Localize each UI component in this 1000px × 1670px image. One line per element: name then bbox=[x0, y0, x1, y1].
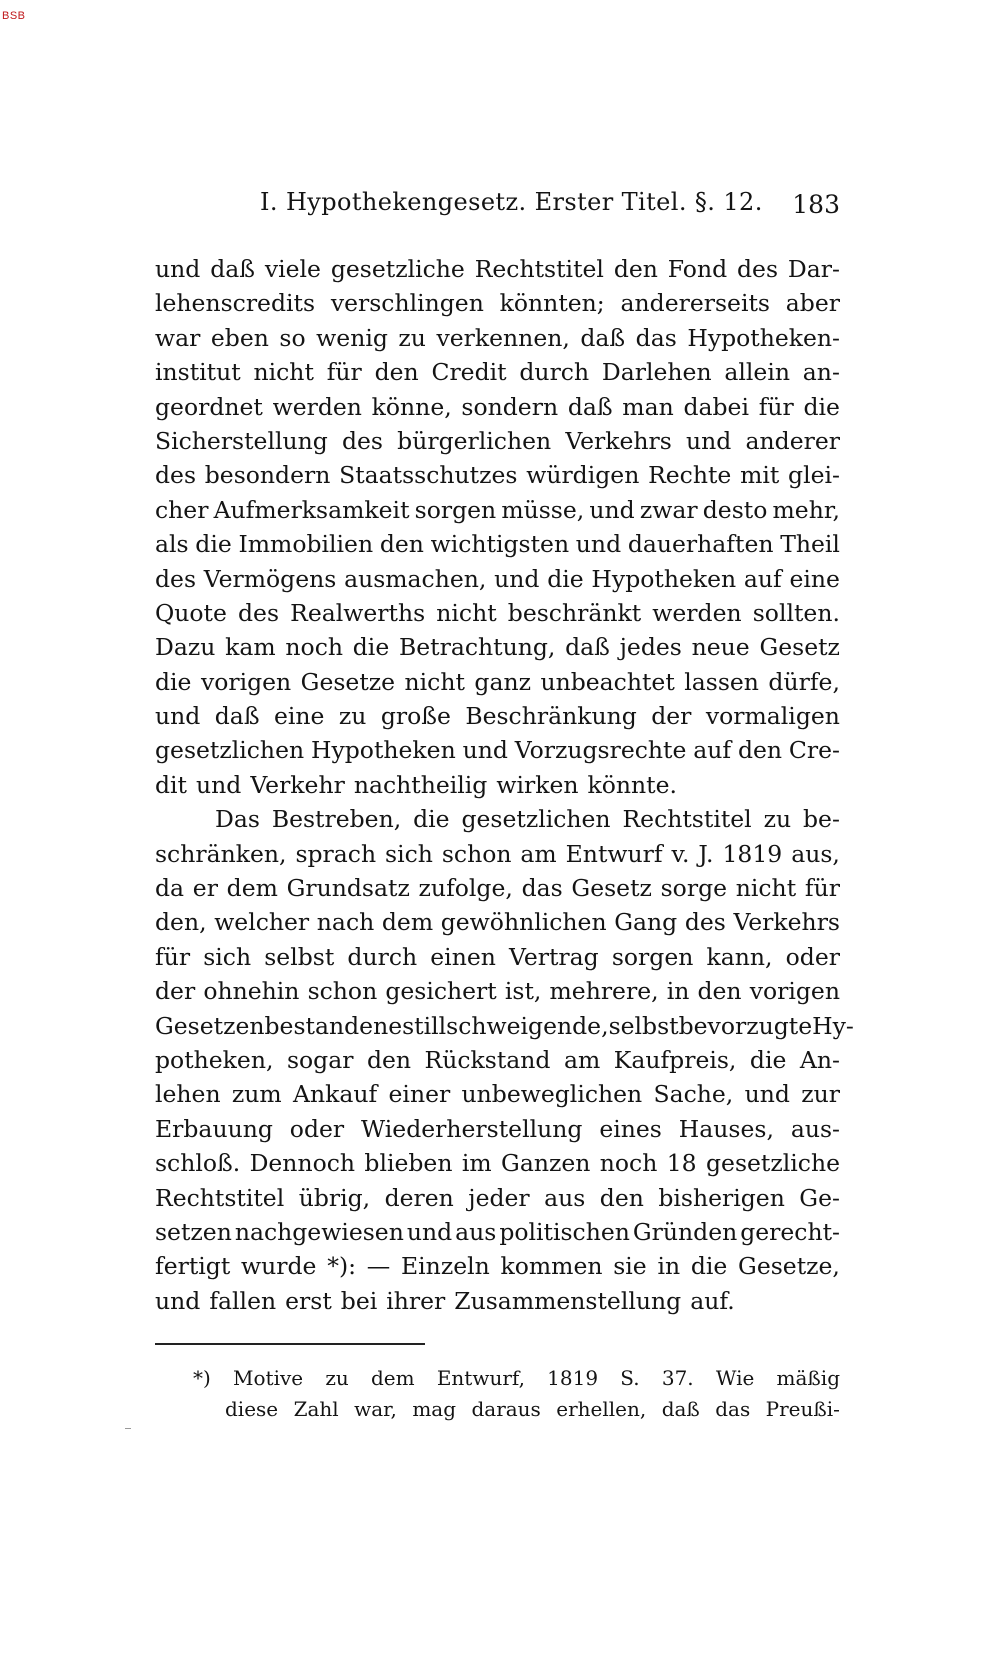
body-text-line: gesetzlichen Hypotheken und Vorzugsrechte auf den Cre- bbox=[155, 736, 840, 765]
body-text-line: für sich selbst durch einen Vertrag sorgen kann, oder bbox=[155, 942, 840, 971]
body-text-line: potheken, sogar den Rückstand am Kaufpreis, die An- bbox=[155, 1045, 840, 1074]
footnote-line: diese Zahl war, mag daraus erhellen, daß das Preußi- bbox=[225, 1397, 840, 1421]
body-text-line: fertigt wurde *): — Einzeln kommen sie in die Gesetze, bbox=[155, 1252, 840, 1281]
body-text-line: schloß. Dennoch blieben im Ganzen noch 18 gesetzliche bbox=[155, 1149, 840, 1178]
body-text-line: Das Bestreben, die gesetzlichen Rechtstitel zu be- bbox=[215, 805, 840, 834]
body-text-line: als die Immobilien den wichtigsten und dauerhaften Theil bbox=[155, 530, 840, 559]
body-text-line: setzen nachgewiesen und aus politischen Gründen gerecht- bbox=[155, 1217, 840, 1246]
footnote-rule bbox=[155, 1343, 425, 1345]
body-text-line: cher Aufmerksamkeit sorgen müsse, und zwar desto mehr, bbox=[155, 495, 840, 524]
body-text-line: lehen zum Ankauf einer unbeweglichen Sache, und zur bbox=[155, 1080, 840, 1109]
body-text-line: Erbauung oder Wiederherstellung eines Hauses, aus- bbox=[155, 1114, 840, 1143]
body-text-line: des besondern Staatsschutzes würdigen Rechte mit glei- bbox=[155, 461, 840, 490]
body-text-line: da er dem Grundsatz zufolge, das Gesetz sorge nicht für bbox=[155, 874, 840, 903]
body-text-line: den, welcher nach dem gewöhnlichen Gang des Verkehrs bbox=[155, 908, 840, 937]
body-text-line: die vorigen Gesetze nicht ganz unbeachtet lassen dürfe, bbox=[155, 667, 840, 696]
scan-mark bbox=[125, 1428, 131, 1429]
body-text-line: lehenscredits verschlingen könnten; andererseits aber bbox=[155, 289, 840, 318]
footnote bbox=[155, 1363, 840, 1425]
body-text-line: und fallen erst bei ihrer Zusammenstellung auf. bbox=[155, 1286, 735, 1315]
body-text-line: und daß viele gesetzliche Rechtstitel den Fond des Dar- bbox=[155, 255, 840, 283]
body-text-line: Rechtstitel übrig, deren jeder aus den bisherigen Ge- bbox=[155, 1183, 840, 1212]
body-text-line: der ohnehin schon gesichert ist, mehrere, in den vorigen bbox=[155, 977, 840, 1006]
body-text-line: geordnet werden könne, sondern daß man dabei für die bbox=[155, 392, 840, 421]
running-head-title: I. Hypothekengesetz. Erster Titel. §. 12. bbox=[260, 188, 763, 216]
body-text-line: Sicherstellung des bürgerlichen Verkehrs und anderer bbox=[155, 426, 840, 455]
library-watermark: BSB bbox=[2, 10, 26, 22]
body-text-line: und daß eine zu große Beschränkung der vormaligen bbox=[155, 702, 840, 731]
body-text-line: war eben so wenig zu verkennen, daß das Hypotheken- bbox=[155, 323, 840, 352]
body-text bbox=[155, 252, 854, 1318]
page-number: 183 bbox=[792, 190, 840, 219]
body-text-line: schränken, sprach sich schon am Entwurf v. J. 1819 aus, bbox=[155, 839, 840, 868]
body-text-line: Gesetzen bestandene stillschweigende, selbst bevorzugte Hy- bbox=[155, 1011, 854, 1040]
body-text-line: des Vermögens ausmachen, und die Hypotheken auf eine bbox=[155, 564, 840, 593]
body-text-line: dit und Verkehr nachtheilig wirken könnte. bbox=[155, 770, 677, 799]
body-text-line: Dazu kam noch die Betrachtung, daß jedes neue Gesetz bbox=[155, 633, 840, 662]
body-text-line: institut nicht für den Credit durch Darlehen allein an- bbox=[155, 358, 840, 387]
footnote-line: *) Motive zu dem Entwurf, 1819 S. 37. Wie mäßig bbox=[193, 1366, 840, 1390]
body-text-line: Quote des Realwerths nicht beschränkt werden sollten. bbox=[155, 598, 840, 627]
running-head bbox=[155, 188, 840, 228]
